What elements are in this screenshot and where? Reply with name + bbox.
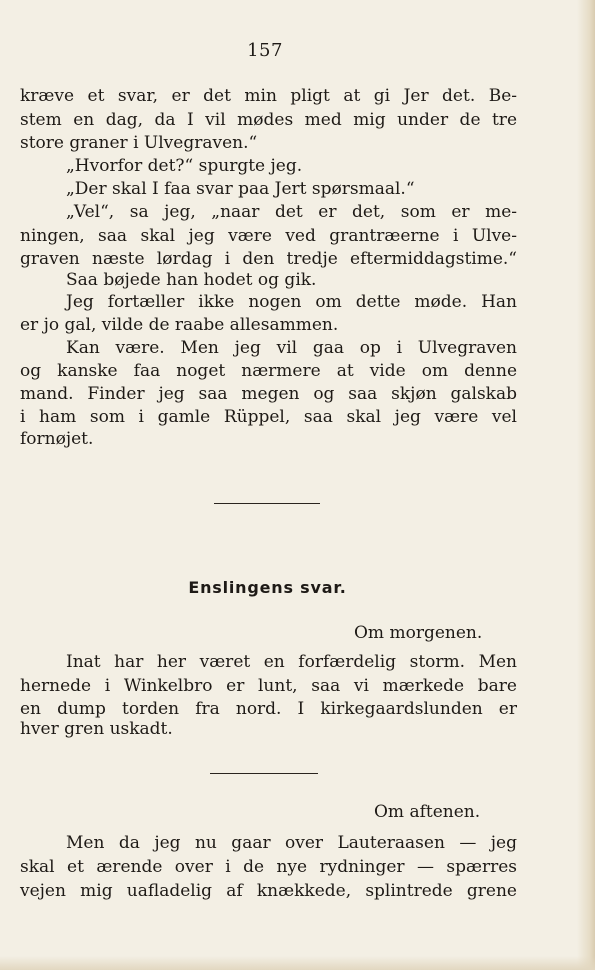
- text-line: i ham som i gamle Rüppel, saa skal jeg være vel: [20, 407, 517, 427]
- text-line: Kan være. Men jeg vil gaa op i Ulvegraven: [66, 338, 517, 358]
- text-line: store graner i Ulvegraven.“: [20, 133, 258, 153]
- section-divider: [210, 773, 318, 774]
- text-line: stem en dag, da I vil mødes med mig under de tre: [20, 110, 517, 130]
- text-line: en dump torden fra nord. I kirkegaardslunden er: [20, 699, 517, 719]
- evening-heading: Om aftenen.: [374, 802, 481, 822]
- text-line: Jeg fortæller ikke nogen om dette møde. Han: [66, 292, 517, 312]
- text-line: skal et ærende over i de nye rydninger — spærres: [20, 857, 517, 877]
- text-line: Men da jeg nu gaar over Lauteraasen — jeg: [66, 833, 517, 853]
- text-line: graven næste lørdag i den tredje eftermiddagstime.“: [20, 249, 517, 269]
- section-title: Enslingens svar.: [188, 578, 347, 597]
- text-line: ningen, saa skal jeg være ved grantræerne i Ulve-: [20, 226, 517, 246]
- page-bottom-shadow: [0, 956, 595, 970]
- text-line: mand. Finder jeg saa megen og saa skjøn galskab: [20, 384, 517, 404]
- text-line: fornøjet.: [20, 429, 94, 449]
- text-line: Inat har her været en forfærdelig storm. Men: [66, 652, 517, 672]
- text-line: hver gren uskadt.: [20, 719, 173, 739]
- section-divider: [214, 503, 320, 504]
- text-line: Saa bøjede han hodet og gik.: [66, 270, 317, 290]
- text-line: kræve et svar, er det min pligt at gi Jer det. Be-: [20, 86, 517, 106]
- page-edge-shadow: [577, 0, 595, 970]
- morning-heading: Om morgenen.: [354, 623, 483, 643]
- page-number: 157: [247, 40, 283, 61]
- text-line: er jo gal, vilde de raabe allesammen.: [20, 315, 339, 335]
- text-line: vejen mig uafladelig af knækkede, splintrede grene: [20, 881, 517, 901]
- text-line: hernede i Winkelbro er lunt, saa vi mærkede bare: [20, 676, 517, 696]
- text-line: „Vel“, sa jeg, „naar det er det, som er me-: [66, 202, 517, 222]
- text-line: „Hvorfor det?“ spurgte jeg.: [66, 156, 303, 176]
- text-line: og kanske faa noget nærmere at vide om denne: [20, 361, 517, 381]
- text-line: „Der skal I faa svar paa Jert spørsmaal.“: [66, 179, 415, 199]
